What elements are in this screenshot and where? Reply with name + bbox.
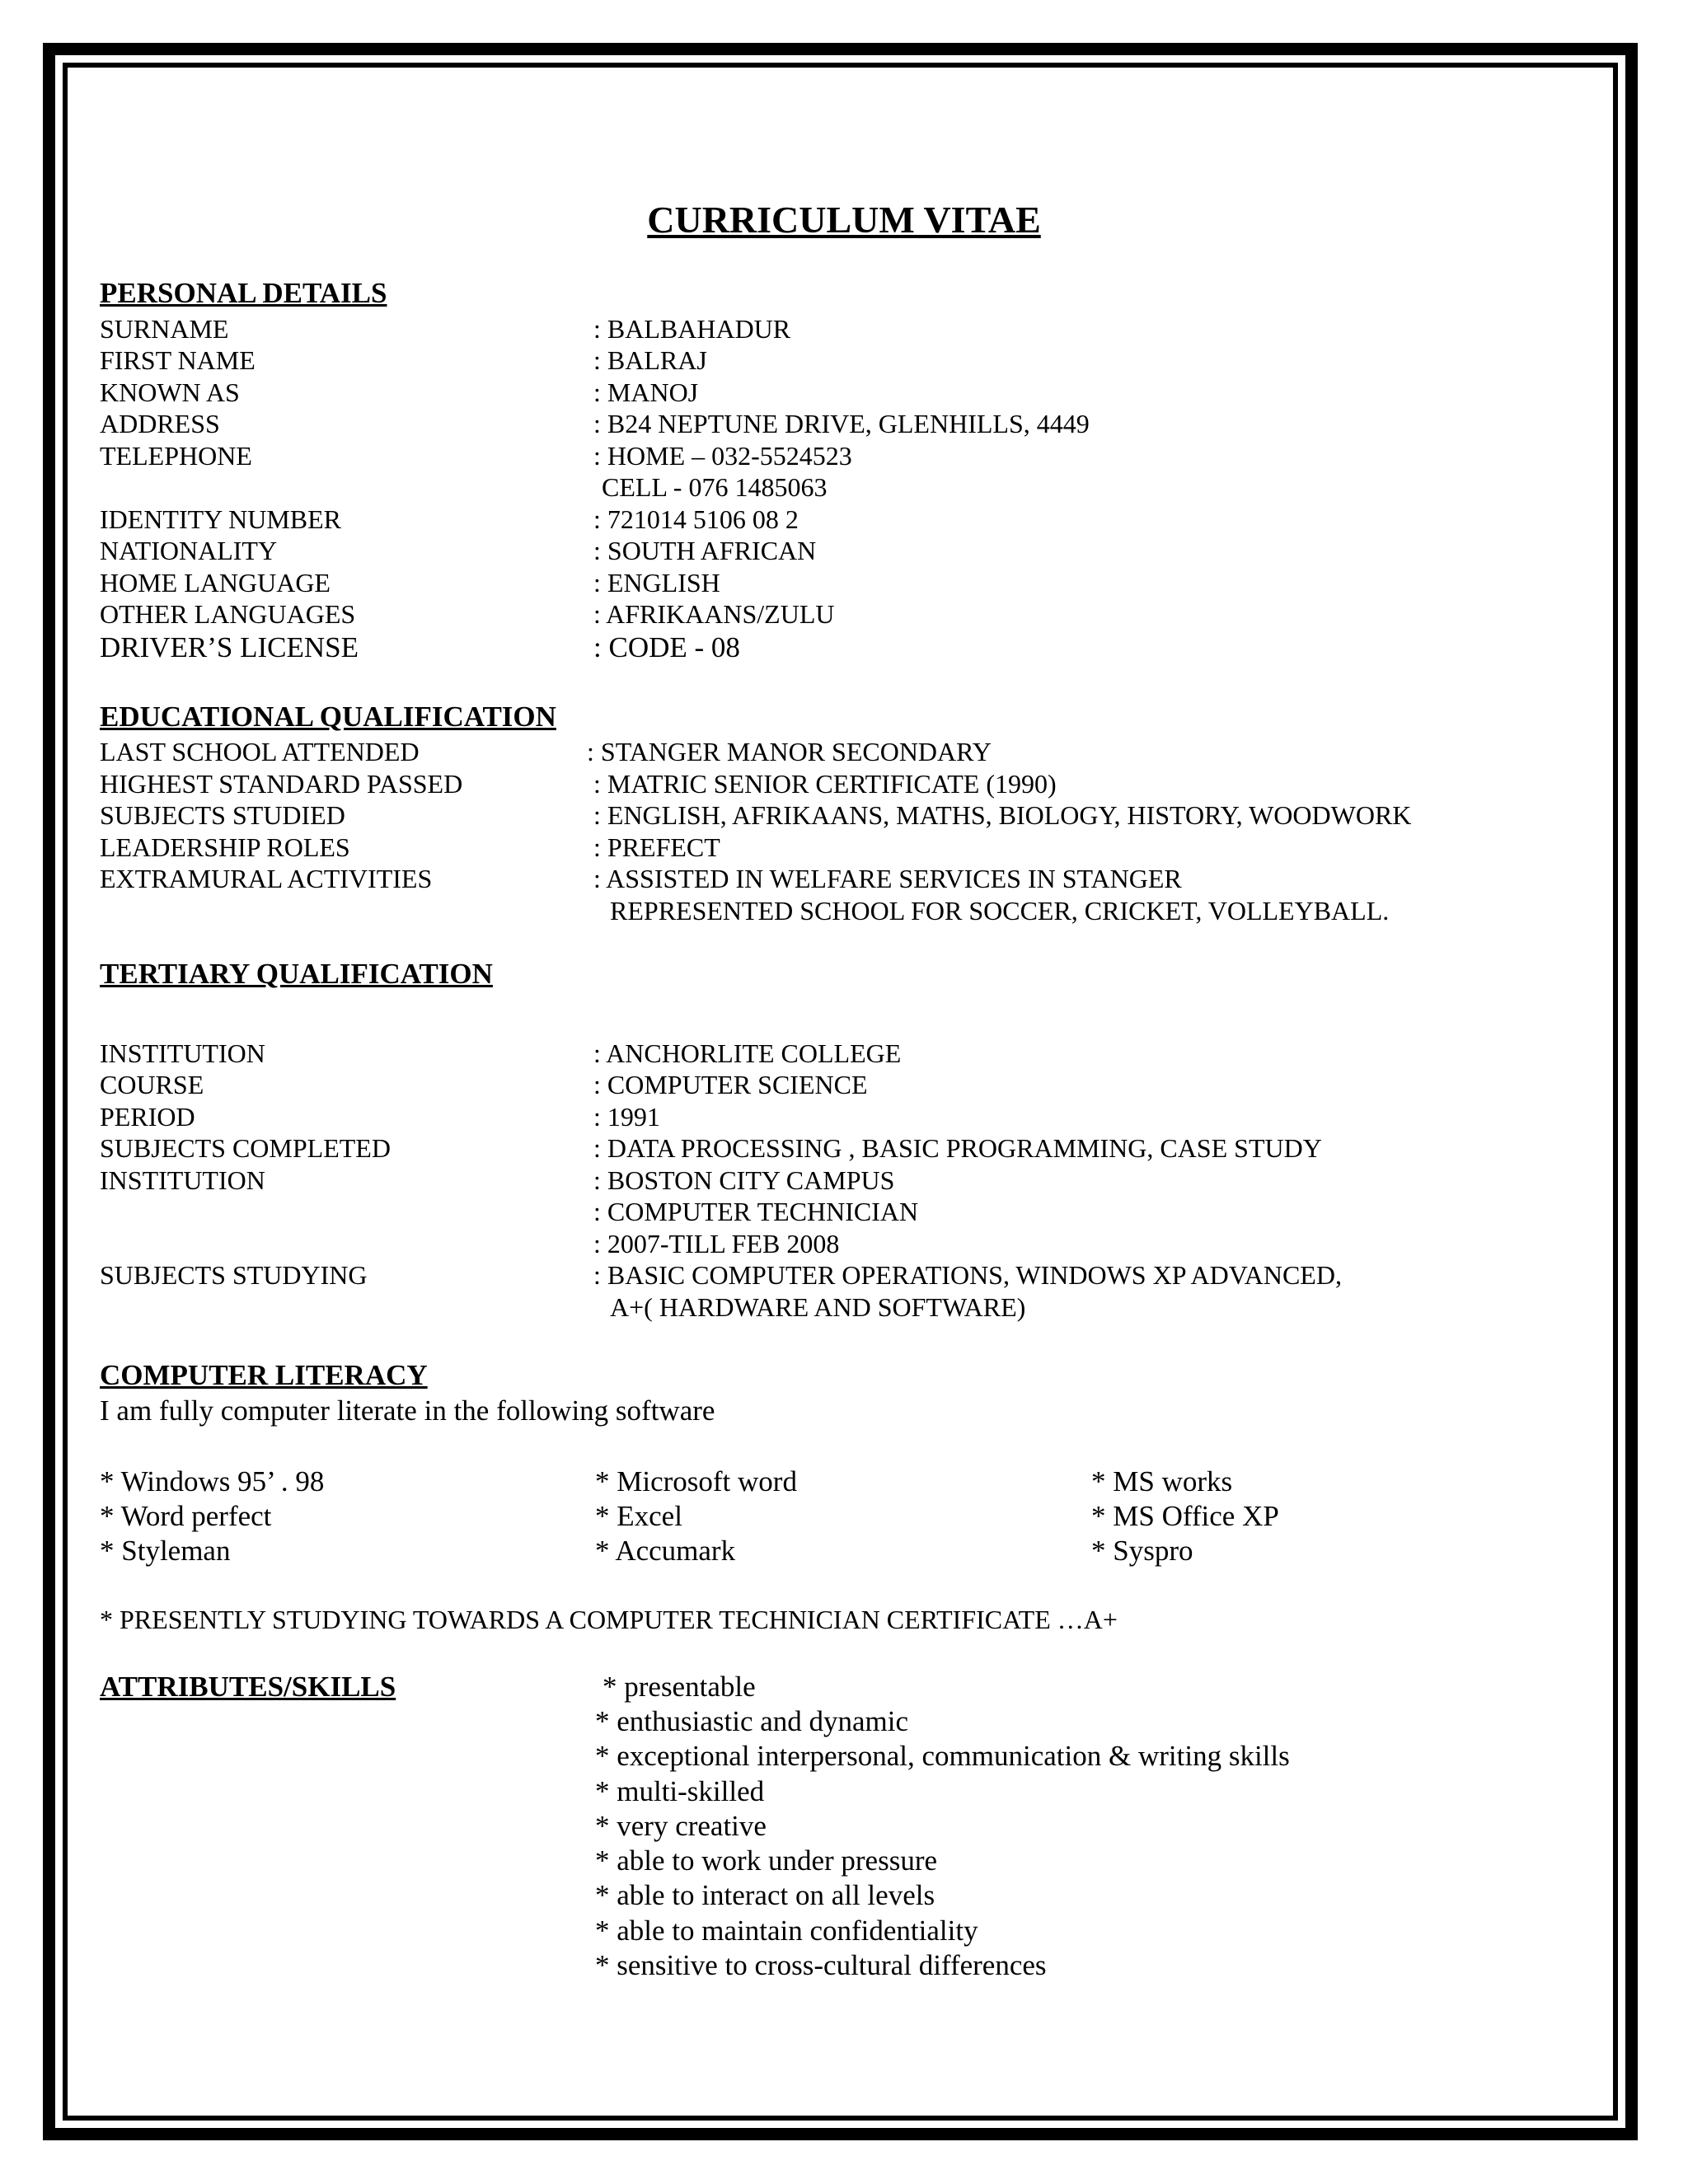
tertiary-label: SUBJECTS COMPLETED xyxy=(100,1133,391,1163)
software-item: * Styleman xyxy=(100,1535,231,1567)
attribute-item: * able to interact on all levels xyxy=(595,1879,935,1911)
personal-value: : SOUTH AFRICAN xyxy=(593,536,817,565)
education-label: LEADERSHIP ROLES xyxy=(100,832,350,862)
software-item: * Windows 95’ . 98 xyxy=(100,1465,325,1497)
tertiary-value: : COMPUTER SCIENCE xyxy=(593,1070,868,1099)
tertiary-label: COURSE xyxy=(100,1070,204,1099)
education-value: : MATRIC SENIOR CERTIFICATE (1990) xyxy=(593,769,1057,799)
computer-literacy-note: * PRESENTLY STUDYING TOWARDS A COMPUTER TECHNICIAN CERTIFICATE …A+ xyxy=(100,1605,1118,1634)
software-item: * MS Office XP xyxy=(1091,1500,1279,1532)
attribute-item: * exceptional interpersonal, communication & writing skills xyxy=(595,1740,1290,1772)
personal-label: OTHER LANGUAGES xyxy=(100,599,356,629)
attribute-item: * multi-skilled xyxy=(595,1775,765,1807)
personal-value: CELL - 076 1485063 xyxy=(602,472,828,502)
tertiary-label: INSTITUTION xyxy=(100,1165,265,1195)
tertiary-heading: TERTIARY QUALIFICATION xyxy=(100,958,493,990)
personal-label: SURNAME xyxy=(100,314,229,344)
personal-label: IDENTITY NUMBER xyxy=(100,504,341,534)
tertiary-label: PERIOD xyxy=(100,1102,195,1132)
education-label: LAST SCHOOL ATTENDED xyxy=(100,737,420,766)
education-value: : ASSISTED IN WELFARE SERVICES IN STANGER xyxy=(593,864,1182,893)
attribute-item: * able to maintain confidentiality xyxy=(595,1915,978,1947)
education-heading: EDUCATIONAL QUALIFICATION xyxy=(100,701,556,733)
education-label: SUBJECTS STUDIED xyxy=(100,800,345,830)
document-title: CURRICULUM VITAE xyxy=(647,199,1041,241)
personal-value: : HOME – 032-5524523 xyxy=(593,441,852,471)
tertiary-value: A+( HARDWARE AND SOFTWARE) xyxy=(610,1292,1026,1322)
attribute-item: * sensitive to cross-cultural differences xyxy=(595,1949,1047,1981)
software-item: * Excel xyxy=(595,1500,682,1532)
personal-label: NATIONALITY xyxy=(100,536,278,565)
attribute-item: * very creative xyxy=(595,1810,767,1842)
attribute-item: * able to work under pressure xyxy=(595,1844,938,1877)
education-label: EXTRAMURAL ACTIVITIES xyxy=(100,864,433,893)
personal-value: : B24 NEPTUNE DRIVE, GLENHILLS, 4449 xyxy=(593,409,1090,438)
personal-label: ADDRESS xyxy=(100,409,220,438)
tertiary-label: INSTITUTION xyxy=(100,1038,265,1068)
personal-label: DRIVER’S LICENSE xyxy=(100,631,359,663)
personal-details-heading: PERSONAL DETAILS xyxy=(100,277,387,309)
attribute-item: * enthusiastic and dynamic xyxy=(595,1705,909,1737)
computer-literacy-intro: I am fully computer literate in the following software xyxy=(100,1394,715,1427)
software-item: * Microsoft word xyxy=(595,1465,797,1497)
tertiary-value: : ANCHORLITE COLLEGE xyxy=(593,1038,902,1068)
attribute-item: * presentable xyxy=(603,1671,756,1703)
software-item: * MS works xyxy=(1091,1465,1233,1497)
personal-value: : BALBAHADUR xyxy=(593,314,791,344)
personal-value: : AFRIKAANS/ZULU xyxy=(593,599,835,629)
personal-value: : CODE - 08 xyxy=(593,631,740,663)
education-value: REPRESENTED SCHOOL FOR SOCCER, CRICKET, VOLLEYBALL. xyxy=(610,896,1390,926)
computer-literacy-heading: COMPUTER LITERACY xyxy=(100,1359,428,1391)
tertiary-value: : BOSTON CITY CAMPUS xyxy=(593,1165,895,1195)
attributes-heading: ATTRIBUTES/SKILLS xyxy=(100,1671,396,1703)
personal-label: FIRST NAME xyxy=(100,345,256,375)
software-item: * Syspro xyxy=(1091,1535,1193,1567)
tertiary-value: : BASIC COMPUTER OPERATIONS, WINDOWS XP ADVANCED, xyxy=(593,1260,1342,1290)
personal-value: : ENGLISH xyxy=(593,568,720,598)
personal-value: : 721014 5106 08 2 xyxy=(593,504,799,534)
tertiary-value: : 2007-TILL FEB 2008 xyxy=(593,1229,840,1258)
tertiary-label: SUBJECTS STUDYING xyxy=(100,1260,368,1290)
personal-label: TELEPHONE xyxy=(100,441,252,471)
education-value: : STANGER MANOR SECONDARY xyxy=(587,737,992,766)
tertiary-value: : COMPUTER TECHNICIAN xyxy=(593,1197,919,1226)
education-value: : PREFECT xyxy=(593,832,720,862)
tertiary-value: : 1991 xyxy=(593,1102,660,1132)
software-item: * Word perfect xyxy=(100,1500,272,1532)
education-label: HIGHEST STANDARD PASSED xyxy=(100,769,463,799)
education-value: : ENGLISH, AFRIKAANS, MATHS, BIOLOGY, HISTORY, WOODWORK xyxy=(593,800,1412,830)
personal-value: : MANOJ xyxy=(593,377,699,407)
personal-label: KNOWN AS xyxy=(100,377,240,407)
personal-value: : BALRAJ xyxy=(593,345,707,375)
personal-label: HOME LANGUAGE xyxy=(100,568,331,598)
tertiary-value: : DATA PROCESSING , BASIC PROGRAMMING, CASE STUDY xyxy=(593,1133,1322,1163)
software-item: * Accumark xyxy=(595,1535,736,1567)
